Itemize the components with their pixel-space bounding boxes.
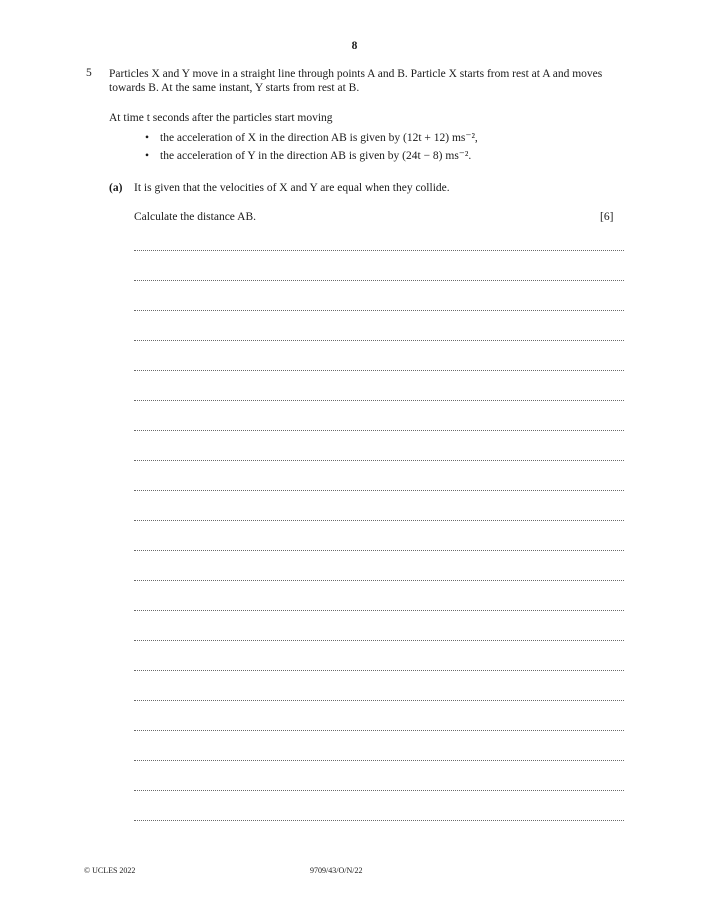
part-a-marks: [6] [600, 211, 614, 223]
question-intro: Particles X and Y move in a straight line through points A and B. Particle X starts from rest at A and moves towards B. At the same instant, Y starts from rest at B. [109, 68, 603, 94]
answer-lines[interactable] [134, 250, 624, 850]
answer-line[interactable] [134, 250, 624, 251]
answer-line[interactable] [134, 370, 624, 371]
answer-line[interactable] [134, 640, 624, 641]
answer-line[interactable] [134, 310, 624, 311]
answer-line[interactable] [134, 550, 624, 551]
answer-line[interactable] [134, 790, 624, 791]
answer-line[interactable] [134, 730, 624, 731]
answer-line[interactable] [134, 430, 624, 431]
answer-line[interactable] [134, 490, 624, 491]
answer-line[interactable] [134, 580, 624, 581]
answer-line[interactable] [134, 520, 624, 521]
part-a-instruction: Calculate the distance AB. [134, 211, 256, 223]
bullet-acceleration-x: • the acceleration of X in the direction AB is given by (12t + 12) ms⁻², [145, 131, 478, 149]
answer-line[interactable] [134, 400, 624, 401]
answer-line[interactable] [134, 610, 624, 611]
acceleration-list [145, 131, 478, 167]
answer-line[interactable] [134, 340, 624, 341]
answer-line[interactable] [134, 670, 624, 671]
part-a-statement: It is given that the velocities of X and Y are equal when they collide. [134, 182, 450, 194]
footer-copyright: © UCLES 2022 [84, 866, 136, 875]
question-at-time: At time t seconds after the particles start moving [109, 112, 333, 124]
answer-line[interactable] [134, 760, 624, 761]
bullet-acceleration-y: • the acceleration of Y in the direction AB is given by (24t − 8) ms⁻². [145, 149, 478, 167]
question-number: 5 [86, 67, 92, 79]
answer-line[interactable] [134, 820, 624, 821]
answer-line[interactable] [134, 700, 624, 701]
part-a-label: (a) [109, 182, 123, 194]
answer-line[interactable] [134, 460, 624, 461]
page-number: 8 [351, 40, 358, 52]
footer-paper-code: 9709/43/O/N/22 [310, 866, 363, 875]
answer-line[interactable] [134, 280, 624, 281]
